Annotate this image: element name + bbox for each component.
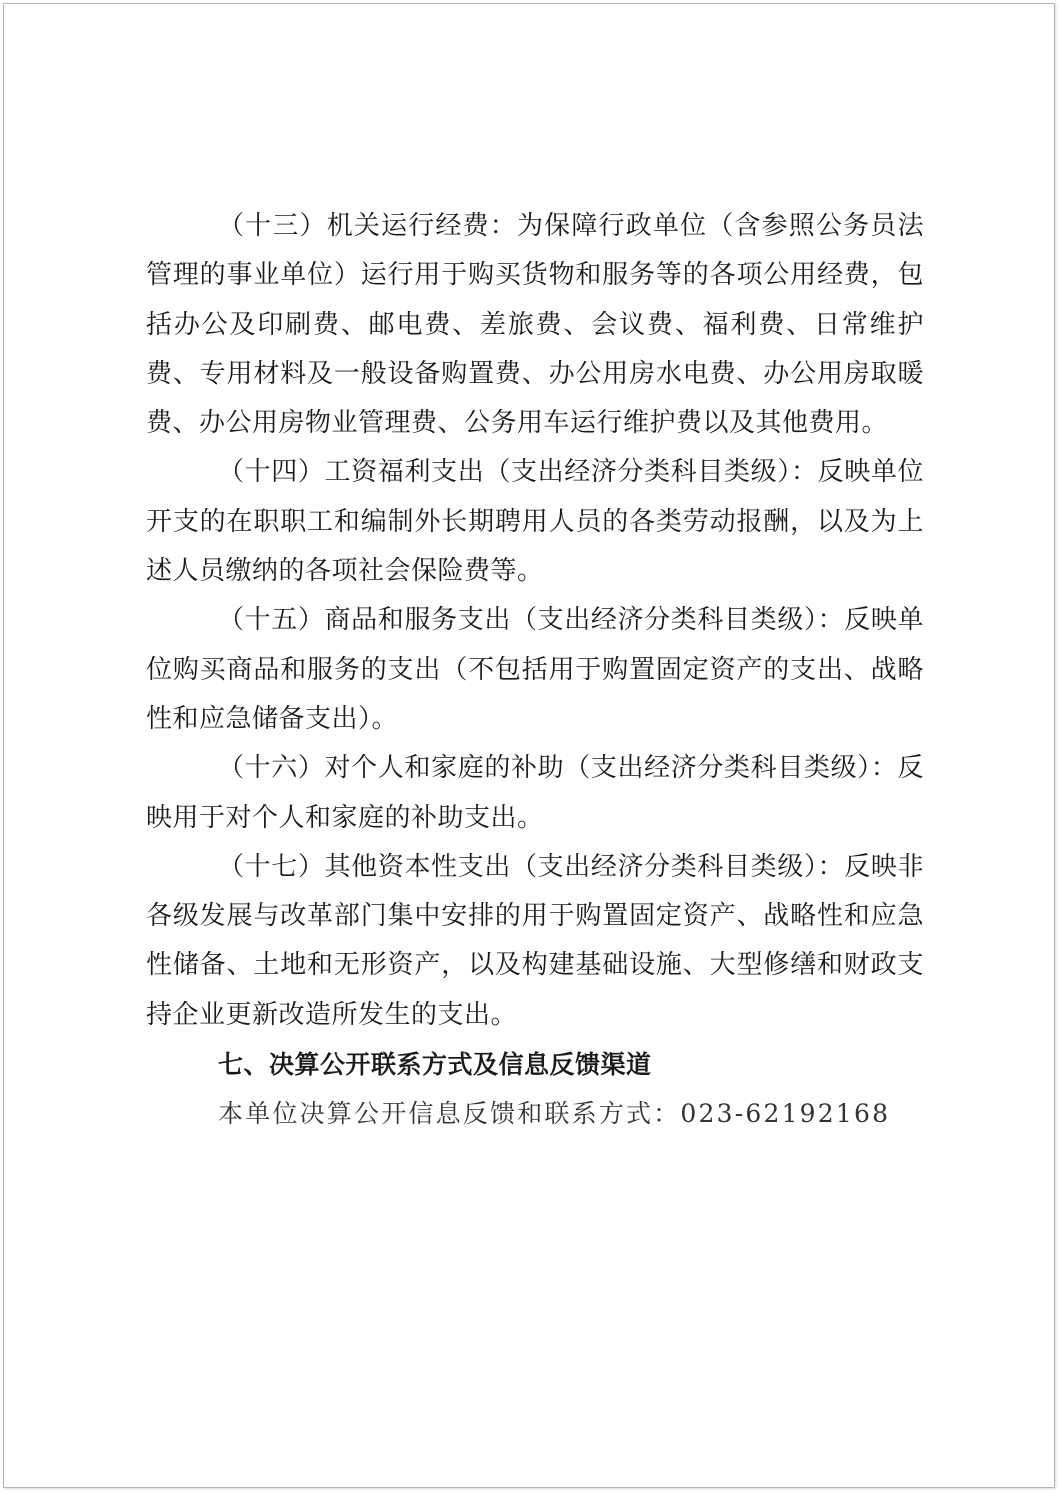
document-body: [146, 202, 924, 1139]
paragraph-13-admin-operating-expenses: （十三）机关运行经费：为保障行政单位（含参照公务员法管理的事业单位）运行用于购买货物和服务等的各项公用经费，包括办公及印刷费、邮电费、差旅费、会议费、福利费、日常维护费、专用材料及一般设备购置费、办公用房水电费、办公用房取暖费、办公用房物业管理费、公务用车运行维护费以及其他费用。: [146, 211, 924, 439]
paragraph-17-other-capital-expenditure: （十七）其他资本性支出（支出经济分类科目类级）：反映非各级发展与改革部门集中安排的用于购置固定资产、战略性和应急性储备、土地和无形资产，以及构建基础设施、大型修缮和财政支持企业更新改造所发生的支出。: [146, 851, 924, 1030]
paragraph-16-household-subsidies: （十六）对个人和家庭的补助（支出经济分类科目类级）：反映用于对个人和家庭的补助支出。: [146, 753, 924, 833]
section-heading-contact: 七、决算公开联系方式及信息反馈渠道: [218, 1050, 652, 1080]
paragraph-15-goods-services-expenditure: （十五）商品和服务支出（支出经济分类科目类级）：反映单位购买商品和服务的支出（不包括用于购置固定资产的支出、战略性和应急储备支出）。: [146, 605, 924, 734]
document-page: [3, 3, 1055, 1488]
contact-line: 本单位决算公开信息反馈和联系方式：023-62192168: [218, 1099, 891, 1129]
paragraph-14-wage-welfare-expenditure: （十四）工资福利支出（支出经济分类科目类级）：反映单位开支的在职职工和编制外长期聘用人员的各类劳动报酬，以及为上述人员缴纳的各项社会保险费等。: [146, 457, 924, 587]
